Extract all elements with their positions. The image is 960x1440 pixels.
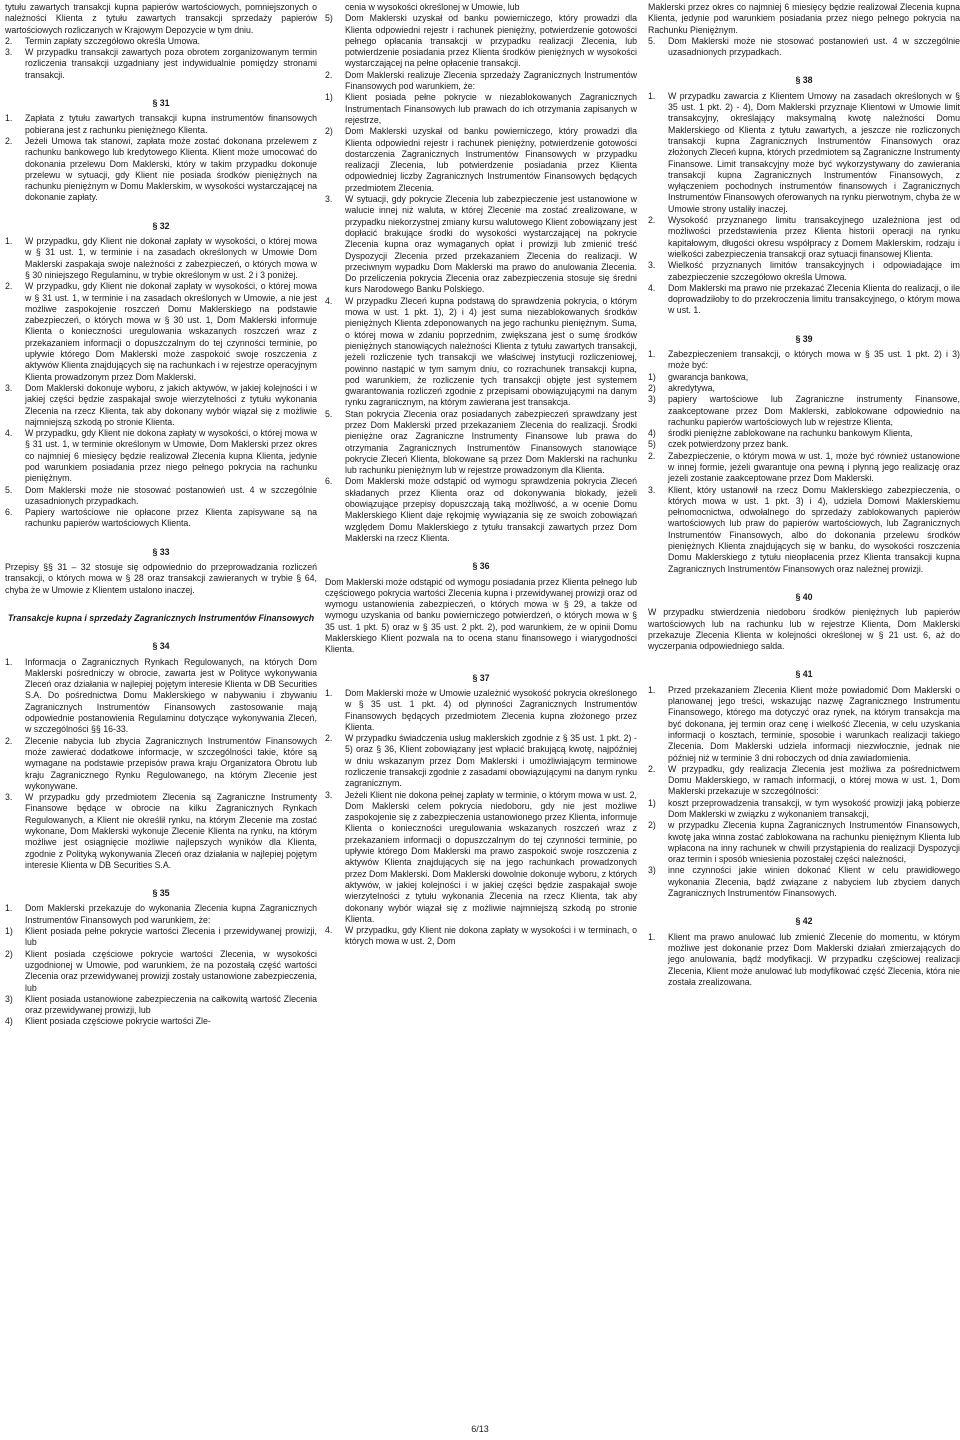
numbered-paragraph [648, 36, 960, 59]
item-number: 3. [5, 47, 13, 58]
item-number: 1. [648, 684, 656, 695]
numbered-paragraph [5, 507, 317, 530]
sub-point [5, 994, 317, 1017]
item-number: 4) [648, 428, 656, 439]
item-text: Klient posiada pełne pokrycie w niezablokowanych Zagranicznych Instrumentach Finansowych lub prawach do ich otrzymania zapisanych w rejestrze, [345, 92, 637, 125]
section-number: § 35 [152, 888, 170, 899]
item-number: 1. [5, 236, 13, 247]
item-text: Dom Maklerski uzyskał od banku powierniczego, który prowadzi dla Klienta odpowiedni rejestr i rachunek pieniężny, potwierdzenie gotowości dostarczenia Zagranicznych Instrumentów Finansowych w przypadku realizacji Zlecenia, lub potwierdzenie posiadania przez Klienta odpowiedniej liczby Zagranicznych Instrumentów Finansowych będących przedmiotem Zlecenia. [345, 126, 637, 193]
sub-point [648, 865, 960, 899]
sub-point [648, 439, 960, 450]
item-text: Zabezpieczenie, o którym mowa w ust. 1, może być również ustanowione w innej formie, jeżeli gwarantuje ona pewną i płynną jego realizację oraz jeżeli zostanie zaakceptowane przez Dom Maklerski. [668, 450, 960, 484]
item-text: Klient posiada ustanowione zabezpieczenia na całkowitą wartość Zlecenia oraz przewidywanej prowizji, lub [25, 993, 317, 1016]
numbered-paragraph [648, 932, 960, 988]
section-number: § 41 [795, 669, 813, 680]
numbered-paragraph [5, 281, 317, 383]
item-text: Dom Maklerski dokonuje wyboru, z jakich aktywów, w jakiej kolejności i w jakiej części będzie zaspakajał swoje wierzytelności z tytułu wykonania Zlecenia na rzecz Klienta, tak aby dokonany wybór wiązał się z możliwie najmniejszą szkodą po stronie Klienta. [25, 382, 317, 427]
item-number: 5. [5, 484, 13, 495]
sub-point [648, 428, 960, 439]
item-number: 3) [648, 865, 656, 876]
section-number: § 39 [795, 333, 813, 344]
item-number: 3) [648, 394, 656, 405]
numbered-paragraph [5, 113, 317, 136]
section-number: § 40 [795, 591, 813, 602]
numbered-paragraph [648, 260, 960, 283]
item-text: W przypadku, gdy Klient nie dokonał zapłaty w wysokości, o której mowa w § 31 ust. 1, w terminie i na zasadach określonych w Umowie Dom Maklerski zaspakaja swoje należności z zabezpieczeń, o których mowa w § 30 niniejszego Regulaminu, w trybie określonym w ust. 2 i 3 poniżej. [25, 236, 317, 280]
item-text: koszt przeprowadzenia transakcji, w tym wysokość prowizji jaką pobierze Dom Maklerski w związku z wykonaniem transakcji, [668, 797, 960, 819]
sub-point [5, 949, 317, 994]
item-number: 2) [5, 948, 13, 959]
numbered-paragraph [5, 383, 317, 428]
numbered-paragraph [325, 688, 637, 733]
item-number: 5. [325, 408, 333, 419]
item-number: 3) [5, 993, 13, 1004]
item-text: Dom Maklerski realizuje Zlecenia sprzedaży Zagranicznych Instrumentów Finansowych pod warunkiem, że: [345, 69, 637, 92]
item-text: Dom Maklerski może odstąpić od wymogu sprawdzenia pokrycia Zleceń składanych przez Klienta oraz od dokonywania blokady, jeżeli obowiązujące przepisy dopuszczają taką możliwość, a w ocenie Domu Maklerskiego Klient daje rękojmię wywiązania się ze swoich zobowiązań względem Domu Maklerskiego z tytułu transakcji zawartych przez Dom Maklerski na rzecz Klienta. [345, 476, 637, 543]
item-number: 2. [5, 135, 13, 146]
item-number: 3. [325, 194, 333, 205]
item-number: 2) [648, 820, 656, 831]
numbered-paragraph [648, 451, 960, 485]
item-text: akredytywa, [668, 382, 715, 393]
numbered-paragraph [648, 349, 960, 372]
paragraph: Dom Maklerski może odstąpić od wymogu posiadania przez Klienta pełnego lub częściowego pokrycia wartości Zlecenia kupna i przewidywanej prowizji oraz od wymogu ustanowienia zabezpieczeń, o których mowa w § 29, a także od wymogu uzyskania od banku powierniczego potwierdzeń, o których mowa w § 35 ust. 1 pkt. 5) oraz w § 35 ust. 2 pkt. 2), pod warunkiem, że w opinii Domu Maklerskiego Klient pozwala na to ocena stanu finansowego i wiarygodności Klienta. [325, 576, 637, 655]
item-text: Zabezpieczeniem transakcji, o których mowa w § 35 ust. 1 pkt. 2) i 3) może być: [668, 349, 960, 371]
paragraph: Przepisy §§ 31 – 32 stosuje się odpowiednio do przeprowadzania rozliczeń transakcji, o których mowa w § 28 oraz transakcji zawieranych w trybie § 64, chyba że w Umowie z Klientem ustalono inaczej. [5, 562, 317, 595]
item-number: 5. [648, 35, 656, 46]
numbered-paragraph [325, 70, 637, 93]
item-text: czek potwierdzony przez bank. [668, 439, 789, 450]
item-number: 6. [325, 476, 333, 487]
column-1 [5, 2, 317, 1028]
item-text: W sytuacji, gdy pokrycie Zlecenia lub zabezpieczenie jest ustanowione w walucie innej niż waluta, w której Zlecenie ma zostać zrealizowane, w przypadku niekorzystnej zmiany kursu walutowego Klient zobowiązany jest dopłacić brakujące środki do wysokości wystarczającej na pokrycie Zlecenia kupna oraz wymaganych opłat i prowizji lub zmienić treść Dyspozycji Zlecenia przed przekazaniem Zlecenia do realizacji. W przeciwnym wypadku Dom Maklerski ma prawo do anulowania Zlecenia. Do przeliczenia pokrycia Zlecenia oraz zabezpieczenia stosuje się średni kurs Narodowego Banku Polskiego. [345, 194, 637, 295]
sub-point [5, 926, 317, 949]
item-number: 1) [648, 797, 656, 808]
item-number: 1. [5, 113, 13, 124]
item-text: Jeżeli Umowa tak stanowi, zapłata może zostać dokonana przelewem z rachunku bankowego lub kredytowego Klienta. Klient może umocować do dokonania przelewu Dom Maklerski, który w takim przypadku dokonuje przelewu w sytuacji, gdy Klient nie posiada środków pieniężnych na rachunku pieniężnym w Domu Maklerskim, w wysokości wystarczającej na dokonanie zapłaty. [25, 135, 317, 203]
sub-point [648, 394, 960, 428]
numbered-paragraph [325, 925, 637, 948]
numbered-paragraph [5, 903, 317, 926]
numbered-paragraph [325, 476, 637, 544]
item-text: Zapłata z tytułu zawartych transakcji kupna instrumentów finansowych pobierana jest z rachunku pieniężnego Klienta. [25, 113, 317, 135]
item-number: 5) [648, 439, 656, 450]
section-number: § 38 [795, 75, 813, 86]
item-text: W przypadku, gdy Klient nie dokona zapłaty w wysokości i w terminach, o których mowa w ust. 2, Dom [345, 925, 637, 947]
item-text: W przypadku zawarcia z Klientem Umowy na zasadach określonych w § 35 ust. 1 pkt. 2) - 4), Dom Maklerski przyznaje Klientowi w Umowie limit transakcyjny, określający maksymalną kwotę należności Domu Maklerskiego od Klienta z tytułu zawartych, a jeszcze nie rozliczonych transakcji kupna Zagranicznych Instrumentów Finansowych oraz złożonych Zleceń kupna, których przedmiotem są Zagraniczne Instrumenty Finansowe. Limit transakcyjny może być wykorzystywany do zawierania transakcji kupna Zagranicznych Instrumentów Finansowych, z wyłączeniem pochodnych instrumentów finansowych i Zagranicznych Instrumentów Finansowych oferowanych na rynku pierwotnym, chyba że w Umowie strony ustaliły inaczej. [668, 90, 960, 214]
item-text: papiery wartościowe lub Zagraniczne instrumenty Finansowe, zaakceptowane przez Dom Maklerski, zablokowane odpowiednio na rachunku papierów wartościowych lub w rejestrze Klienta, [668, 394, 960, 427]
item-text: gwarancja bankowa, [668, 371, 749, 382]
item-number: 1) [325, 92, 333, 103]
numbered-paragraph [648, 685, 960, 764]
item-text: Termin zapłaty szczegółowo określa Umowa. [25, 35, 201, 46]
item-text: Dom Maklerski może w Umowie uzależnić wysokość pokrycia określonego w § 35 ust. 1 pkt. 4) od płynności Zagranicznych Instrumentów Finansowych będących przedmiotem Zlecenia kupna złożonego przez Klienta. [345, 687, 637, 732]
item-text: w przypadku Zlecenia kupna Zagranicznych Instrumentów Finansowych, kwotę jaka winna zostać zablokowana na rachunku pieniężnym Klienta lub wpłacona na inny rachunek w chwili przystąpienia do realizacji Dyspozycji oraz termin i sposób wniesienia pozostałej części należności, [668, 820, 960, 865]
item-text: Klient posiada częściowe pokrycie wartości Zle- [25, 1016, 211, 1027]
paragraph: W przypadku stwierdzenia niedoboru środków pieniężnych lub papierów wartościowych lub na rachunku lub w rejestrze Klienta, Dom Maklerski przekazuje Zlecenia Klienta w kolejności określonej w § 21 ust. 6, aż do wyczerpania odpowiedniego salda. [648, 607, 960, 652]
section-number: § 32 [152, 220, 170, 231]
section-number: § 31 [152, 98, 170, 109]
section-number: § 34 [152, 641, 170, 652]
item-number: 1) [648, 371, 656, 382]
item-number: 3. [648, 260, 656, 271]
numbered-paragraph [325, 296, 637, 409]
item-number: 1. [648, 931, 656, 942]
item-number: 4. [325, 295, 333, 306]
item-number: 1. [325, 687, 333, 698]
item-text: W przypadku Zleceń kupna podstawą do sprawdzenia pokrycia, o którym mowa w ust. 1 pkt. 1), 2) i 4) jest suma niezablokowanych środków pieniężnych Klienta zdeponowanych na jego rachunku pieniężnym. Suma, o której mowa w zdaniu poprzednim, zwiększana jest o sumę środków pieniężnych stanowiących należności Klienta z tytułu zawartych transakcji, jeżeli rozliczenie tych transakcji we właściwej instytucji rozliczeniowej, powinno nastąpić w tym samym dniu, co rozrachunek transakcji kupna, pod warunkiem, że rozliczenie tych transakcji objęte jest systemem gwarantowania rozliczeń zgodnie z przepisami obowiązującymi na danym rynku zagranicznym, na którym zawierana jest transakcja. [345, 295, 637, 408]
item-number: 1. [648, 349, 656, 360]
item-text: Klient posiada częściowe pokrycie wartości Zlecenia, w wysokości uzgodnionej w Umowie, pod warunkiem, że na pozostałą część wartości Zlecenia oraz przewidywanej prowizji zostały ustanowione zabezpieczenia, lub [25, 948, 317, 993]
item-text: Klient, który ustanowił na rzecz Domu Maklerskiego zabezpieczenia, o których mowa w ust. 1 pkt. 3) i 4), udziela Domowi Maklerskiemu pełnomocnictwa, odwołalnego do sprzedaży zablokowanych papierów wartościowych lub praw do papierów wartościowych, lub Zagranicznych Instrumentów Finansowych, albo do dokonania przelewu środków pieniężnych Klienta znajdujących się w banku, do wysokości roszczenia Domu Maklerskiego z tytułu nieopłacenia przez Klienta transakcji kupna Zagranicznych Instrumentów Finansowych oraz należnej prowizji. [668, 484, 960, 574]
numbered-paragraph [648, 91, 960, 215]
item-number: 4) [5, 1016, 13, 1027]
item-text: W przypadku, gdy Klient nie dokona zapłaty w wysokości, o której mowa w § 31 ust. 1, w terminie określonym w Umowie, Dom Maklerski przez okres co najmniej 6 miesięcy będzie realizował Zlecenia kupna Klienta, jedynie pod warunkiem posiadania przez niego pełnego pokrycia na rachunku pieniężnym. [25, 428, 317, 484]
sub-point [648, 798, 960, 821]
item-text: Stan pokrycia Zlecenia oraz posiadanych zabezpieczeń sprawdzany jest przez Dom Maklerski przed przekazaniem Zlecenia do realizacji. Środki pieniężne oraz Zagraniczne Instrumenty Finansowe lub prawa do otrzymania Zagranicznych Instrumentów Finansowych stanowiące pokrycie Zleceń Klienta, blokowane są przez Dom Maklerski na rachunku lub rachunku pieniężnym lub w rejestrze prowadzonym dla Klienta. [345, 408, 637, 476]
item-number: 2. [325, 69, 333, 80]
numbered-paragraph [5, 485, 317, 508]
item-number: 3. [5, 382, 13, 393]
item-text: Klient ma prawo anulować lub zmienić Zlecenie do momentu, w którym możliwe jest dokonanie przez Dom Maklerski działań zmierzających do jego anulowania, bądź modyfikacji. W przypadku częściowej realizacji Zlecenia, Klient może anulować lub modyfikować część Zlecenia, która nie została zrealizowana. [668, 931, 960, 987]
item-number: 2) [648, 382, 656, 393]
item-text: W przypadku transakcji zawartych poza obrotem zorganizowanym termin rozliczenia transakcji uzgadniany jest indywidualnie pomiędzy stronami transakcji. [25, 47, 317, 80]
item-text: W przypadku, gdy Klient nie dokonał zapłaty w wysokości, o której mowa w § 31 ust. 1, w terminie i na zasadach określonych w Umowie, a nie jest możliwe zaspokojenie roszczeń Domu Maklerskiego na podstawie zabezpieczeń, o których mowa w § 30 ust. 1, Dom Maklerski informuje Klienta o konieczności uregulowania wskazanych roszczeń wraz z przekazaniem informacji o dopuszczalnym do tej czynności terminie, po upływie którego Dom Maklerski może zaspokoić swoje roszczenia z aktywów Klienta znajdujących się na rachunkach i w rejestrze operacyjnym Klienta prowadzonym przez Dom Maklerski. [25, 281, 317, 382]
sub-point [325, 13, 637, 69]
sub-point [648, 820, 960, 865]
item-text: W przypadku gdy przedmiotem Zlecenia są Zagraniczne Instrumenty Finansowe będące w obrocie na kilku Zagranicznych Rynkach Regulowanych, a Klient nie określił rynku, na którym Zlecenie ma zostać wykonane, Dom Maklerski wykonuje Zlecenie Klienta na rynku, na którym możliwe jest osiągnięcie możliwie najlepszych wyników dla Klienta, zgodnie z Polityką wykonywania Zleceń oraz działania w najlepiej pojętym interesie Klienta w DB Securities S.A. [25, 792, 317, 870]
numbered-paragraph [5, 47, 317, 81]
item-text: Dom Maklerski może nie stosować postanowień ust. 4 w szczególnie uzasadnionych przypadkach. [25, 484, 317, 506]
item-text: Informacja o Zagranicznych Rynkach Regulowanych, na których Dom Maklerski pośredniczy w obrocie, zawarta jest w Polityce wykonywania Zleceń oraz działania w najlepiej pojętym interesie Klienta w DB Securities S.A. Do pośrednictwa Domu Maklerskiego w nabywaniu i zbywaniu Zagranicznych Instrumentów Finansowych zastosowanie mają odpowiednie postanowienia Regulaminu dotyczące wykonywania Zleceń, w szczególności §§ 16-33. [25, 656, 317, 735]
item-text: Klient posiada pełne pokrycie wartości Zlecenia i przewidywanej prowizji, lub [25, 926, 317, 948]
numbered-paragraph [5, 792, 317, 871]
numbered-paragraph [5, 136, 317, 204]
column-3 [648, 2, 960, 988]
item-number: 1) [5, 926, 13, 937]
numbered-paragraph [5, 736, 317, 792]
item-text: Dom Maklerski może nie stosować postanowień ust. 4 w szczególnie uzasadnionych przypadkach. [668, 35, 960, 58]
item-text: Zlecenie nabycia lub zbycia Zagranicznych Instrumentów Finansowych może zawierać dodatkowe informacje, w szczególności takie, które są wymagane na podstawie przepisów prawa kraju Organizatora Obrotu lub kraju Zagranicznego Rynku Regulowanego, na którym Zlecenie jest wykonywane. [25, 735, 317, 791]
item-number: 4. [325, 925, 333, 936]
sub-point-continued: cenia w wysokości określonej w Umowie, lub [345, 2, 520, 12]
item-text: Dom Maklerski przekazuje do wykonania Zlecenia kupna Zagranicznych Instrumentów Finansowych pod warunkiem, że: [25, 903, 317, 925]
item-text: W przypadku świadczenia usług maklerskich zgodnie z § 35 ust. 1 pkt. 2) - 5) oraz § 36, Klient zobowiązany jest wpłacić brakującą kwotę, najpóźniej w dniu wskazanym przez Dom Maklerski i umożliwiającym terminowe rozliczenie transakcji zgodnie z zasadami obowiązującymi na danym rynku zagranicznym. [345, 733, 637, 789]
item-number: 1. [5, 656, 13, 667]
item-text: Dom Maklerski uzyskał od banku powierniczego, który prowadzi dla Klienta odpowiedni rejestr i rachunek pieniężny, potwierdzenie gotowości pełnego opłacania transakcji w przypadku realizacji Zlecenia, lub potwierdzenie posiadania przez Klienta środków pieniężnych w wysokości wystarczającej na pełne opłacenie transakcji. [345, 13, 637, 69]
item-number: 2) [325, 126, 333, 137]
numbered-paragraph [5, 236, 317, 281]
item-number: 2. [5, 35, 13, 46]
item-text: Papiery wartościowe nie opłacone przez Klienta zapisywane są na rachunku papierów wartościowych Klienta. [25, 507, 317, 529]
section-number: § 33 [152, 546, 170, 557]
chapter-heading: Transakcje kupna i sprzedaży Zagranicznych Instrumentów Finansowych [7, 612, 315, 623]
numbered-paragraph [648, 283, 960, 317]
item-number: 6. [5, 507, 13, 518]
item-number: 5) [325, 13, 333, 24]
item-number: 4. [648, 282, 656, 293]
item-text: Wysokość przyznanego limitu transakcyjnego uzależniona jest od możliwości przedstawienia przez Klienta historii operacji na rynku kapitałowym, długości okresu współpracy z Domem Maklerskim, rodzaju i wielkości zabezpieczenia transakcji oraz sytuacji finansowej Klienta. [668, 215, 960, 259]
numbered-paragraph [5, 657, 317, 736]
numbered-paragraph [648, 215, 960, 260]
item-number: 2. [648, 215, 656, 226]
item-number: 3. [648, 484, 656, 495]
item-number: 3. [5, 792, 13, 803]
sub-point [325, 126, 637, 194]
item-number: 1. [5, 903, 13, 914]
numbered-paragraph [648, 764, 960, 798]
numbered-paragraph [5, 428, 317, 484]
paragraph: Maklerski przez okres co najmniej 6 miesięcy będzie realizował Zlecenia kupna Klienta, jedynie pod warunkiem posiadania przez niego pełnego pokrycia na Rachunku Pieniężnym. [648, 2, 960, 35]
paragraph: tytułu zawartych transakcji kupna papierów wartościowych, pomniejszonych o należności Klienta z tytułu zawartych transakcji sprzedaży papierów wartościowych rozliczanych w Krajowym Depozycie w tym dniu. [5, 2, 317, 35]
item-number: 3. [325, 789, 333, 800]
numbered-paragraph [325, 733, 637, 789]
item-text: inne czynności jakie winien dokonać Klient w celu prawidłowego wykonania Zlecenia, bądź związane z nabyciem lub zbyciem danych Zagranicznych Instrumentów Finansowych. [668, 865, 960, 899]
item-number: 1. [648, 90, 656, 101]
item-number: 2. [648, 763, 656, 774]
numbered-paragraph [325, 790, 637, 926]
section-number: § 36 [472, 561, 490, 572]
item-text: Przed przekazaniem Zlecenia Klient może powiadomić Dom Maklerski o planowanej jego treści, wskazując nazwę Zagranicznego Instrumentu Finansowego, którego ma dotyczyć oraz rynek, na którym transakcja ma być dokonana, jej termin oraz cenę i wielkość Zlecenia, w celu uzyskania informacji o kosztach, terminie, sposobie i warunkach realizacji takiego Zlecenia. Dom Maklerski udziela informacji niezwłocznie, jednak nie później niż w terminie 3 dni roboczych od dnia zawiadomienia. [668, 684, 960, 763]
item-number: 2. [325, 733, 333, 744]
sub-point [648, 383, 960, 394]
item-number: 2. [648, 450, 656, 461]
item-number: 2. [5, 735, 13, 746]
sub-point [648, 372, 960, 383]
sub-point [325, 92, 637, 126]
item-text: środki pieniężne zablokowane na rachunku bankowym Klienta, [668, 428, 913, 439]
item-text: Jeżeli Klient nie dokona pełnej zapłaty w terminie, o którym mowa w ust. 2, Dom Maklerski celem pokrycia niedoboru, gdy nie jest możliwe zaspokojenie się z zabezpieczenia ustanowionego przez Klienta, informuje Klienta o konieczności uregulowania wskazanych roszczeń wraz z przekazaniem informacji o dopuszczalnym do tej czynności terminie, po upływie którego Dom Maklerski ma prawo zaspokoić swoje roszczenia z aktywów Klienta znajdujących się na jego rachunkach prowadzonych przez Dom Maklerski. Dom Maklerski dowolnie dokonuje wyboru, z których aktywów, w jakiej kolejności i w jakiej części będzie zaspakajał swoje wierzytelności z tytułu wykonania Zlecenia na rzecz Klienta, tak aby dokonany wybór wiązał się z możliwie najmniejszą szkodą po stronie Klienta. [345, 789, 637, 924]
section-number: § 37 [472, 672, 490, 683]
item-number: 4. [5, 428, 13, 439]
numbered-paragraph [648, 485, 960, 575]
item-text: Dom Maklerski ma prawo nie przekazać Zlecenia Klienta do realizacji, o ile doprowadziłoby to do przekroczenia limitu transakcyjnego, o którym mowa w ust. 1. [668, 282, 960, 316]
sub-point [5, 1016, 317, 1027]
item-text: Wielkość przyznanych limitów transakcyjnych i odpowiadające im zabezpieczenie szczegółowo określa Umowa. [668, 260, 960, 282]
section-number: § 42 [795, 916, 813, 927]
numbered-paragraph [5, 36, 317, 47]
page-number: 6/13 [471, 1424, 489, 1434]
numbered-paragraph [325, 194, 637, 296]
item-text: W przypadku, gdy realizacja Zlecenia jest możliwa za pośrednictwem Domu Maklerskiego, w ramach informacji, o której mowa w ust. 1, Dom Maklerski przekazuje w szczególności: [668, 763, 960, 797]
numbered-paragraph [325, 409, 637, 477]
item-number: 2. [5, 281, 13, 292]
column-2 [325, 2, 637, 948]
